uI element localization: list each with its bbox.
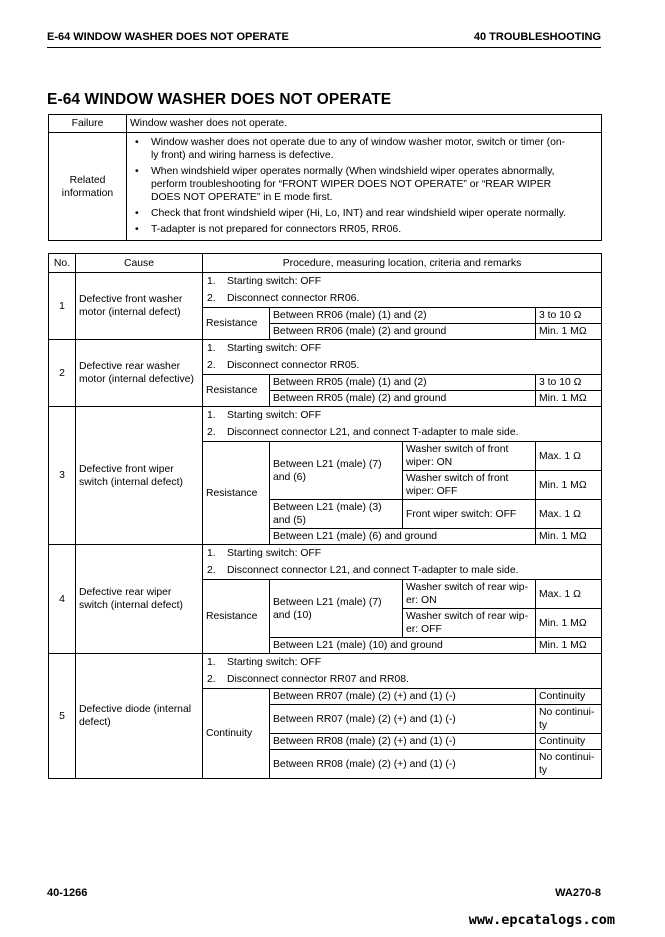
failure-text: Window washer does not operate.: [127, 115, 602, 133]
row-number: 1: [49, 273, 76, 340]
procedure-steps: 1. Starting switch: OFF 2. Disconnect connector RR06.: [203, 273, 602, 308]
model-number: WA270-8: [555, 887, 601, 899]
measure-condition: Front wiper switch: OFF: [403, 500, 536, 529]
measure-value: Continuity: [536, 734, 602, 750]
measure-location: Between RR07 (male) (2) (+) and (1) (-): [270, 705, 536, 734]
header-no: No.: [49, 254, 76, 273]
page-number: 40-1266: [47, 887, 88, 899]
measure-value: Min. 1 MΩ: [536, 324, 602, 340]
measure-condition: Washer switch of rear wip- er: OFF: [403, 609, 536, 638]
measure-condition: Washer switch of rear wip- er: ON: [403, 580, 536, 609]
header-procedure: Procedure, measuring location, criteria and remarks: [203, 254, 602, 273]
method-cell: Resistance: [203, 308, 270, 340]
measure-value: Max. 1 Ω: [536, 580, 602, 609]
measure-location: Between L21 (male) (7) and (10): [270, 580, 403, 638]
header-chapter: 40 TROUBLESHOOTING: [473, 31, 601, 43]
procedure-steps: 1. Starting switch: OFF 2. Disconnect connector RR07 and RR08.: [203, 654, 602, 689]
watermark-text: www.epcatalogs.com: [468, 912, 615, 928]
measure-value: Min. 1 MΩ: [536, 471, 602, 500]
header-section-title: E-64 WINDOW WASHER DOES NOT OPERATE: [47, 31, 289, 43]
procedure-steps: 1. Starting switch: OFF 2. Disconnect connector L21, and connect T-adapter to male side.: [203, 545, 602, 580]
measure-value: Min. 1 MΩ: [536, 638, 602, 654]
measure-value: Max. 1 Ω: [536, 442, 602, 471]
measure-location: Between L21 (male) (7) and (6): [270, 442, 403, 500]
measure-location: Between L21 (male) (10) and ground: [270, 638, 536, 654]
measure-location: Between RR06 (male) (1) and (2): [270, 308, 536, 324]
measure-location: Between L21 (male) (6) and ground: [270, 529, 536, 545]
measure-location: Between L21 (male) (3) and (5): [270, 500, 403, 529]
procedure-steps: 1. Starting switch: OFF 2. Disconnect connector RR05.: [203, 340, 602, 375]
measure-location: Between RR05 (male) (1) and (2): [270, 375, 536, 391]
related-info-list: [127, 133, 602, 241]
failure-info-table: [48, 114, 602, 241]
measure-location: Between RR07 (male) (2) (+) and (1) (-): [270, 689, 536, 705]
related-item: • Window washer does not operate due to any of window washer motor, switch or timer (on- ly front) and wiring harness is defective.: [135, 137, 566, 161]
measure-value: No continui- ty: [536, 750, 602, 779]
method-cell: Continuity: [203, 689, 270, 779]
row-number: 4: [49, 545, 76, 654]
measure-location: Between RR05 (male) (2) and ground: [270, 391, 536, 407]
cause-cell: Defective rear washer motor (internal defective): [76, 340, 203, 407]
cause-cell: Defective front wiper switch (internal defect): [76, 407, 203, 545]
measure-location: Between RR08 (male) (2) (+) and (1) (-): [270, 750, 536, 779]
method-cell: Resistance: [203, 442, 270, 545]
troubleshooting-table: [48, 253, 602, 779]
cause-cell: Defective diode (internal defect): [76, 654, 203, 779]
row-number: 3: [49, 407, 76, 545]
cause-cell: Defective rear wiper switch (internal defect): [76, 545, 203, 654]
measure-value: 3 to 10 Ω: [536, 308, 602, 324]
measure-value: Max. 1 Ω: [536, 500, 602, 529]
measure-condition: Washer switch of front wiper: OFF: [403, 471, 536, 500]
failure-label: Failure: [49, 115, 127, 133]
measure-value: No continui- ty: [536, 705, 602, 734]
cause-cell: Defective front washer motor (internal defect): [76, 273, 203, 340]
page-title: E-64 WINDOW WASHER DOES NOT OPERATE: [47, 91, 392, 108]
measure-value: Min. 1 MΩ: [536, 609, 602, 638]
method-cell: Resistance: [203, 580, 270, 654]
measure-condition: Washer switch of front wiper: ON: [403, 442, 536, 471]
measure-value: 3 to 10 Ω: [536, 375, 602, 391]
related-item: • When windshield wiper operates normally (When windshield wiper operates abnormally, perform troubleshooting for “FRONT WIPER DOES NOT OPERATE” or “REAR WIPER DOES NOT OPERATE” in E mode first.: [135, 166, 555, 203]
method-cell: Resistance: [203, 375, 270, 407]
procedure-steps: 1. Starting switch: OFF 2. Disconnect connector L21, and connect T-adapter to male side.: [203, 407, 602, 442]
row-number: 5: [49, 654, 76, 779]
measure-value: Min. 1 MΩ: [536, 391, 602, 407]
measure-value: Min. 1 MΩ: [536, 529, 602, 545]
page-header: [47, 31, 601, 48]
measure-location: Between RR08 (male) (2) (+) and (1) (-): [270, 734, 536, 750]
row-number: 2: [49, 340, 76, 407]
related-item: • Check that front windshield wiper (Hi, Lo, INT) and rear windshield wiper operate normally.: [135, 208, 567, 219]
measure-value: Continuity: [536, 689, 602, 705]
related-item: • T-adapter is not prepared for connectors RR05, RR06.: [135, 224, 402, 235]
measure-location: Between RR06 (male) (2) and ground: [270, 324, 536, 340]
related-info-label: Related information: [49, 133, 127, 241]
header-cause: Cause: [76, 254, 203, 273]
